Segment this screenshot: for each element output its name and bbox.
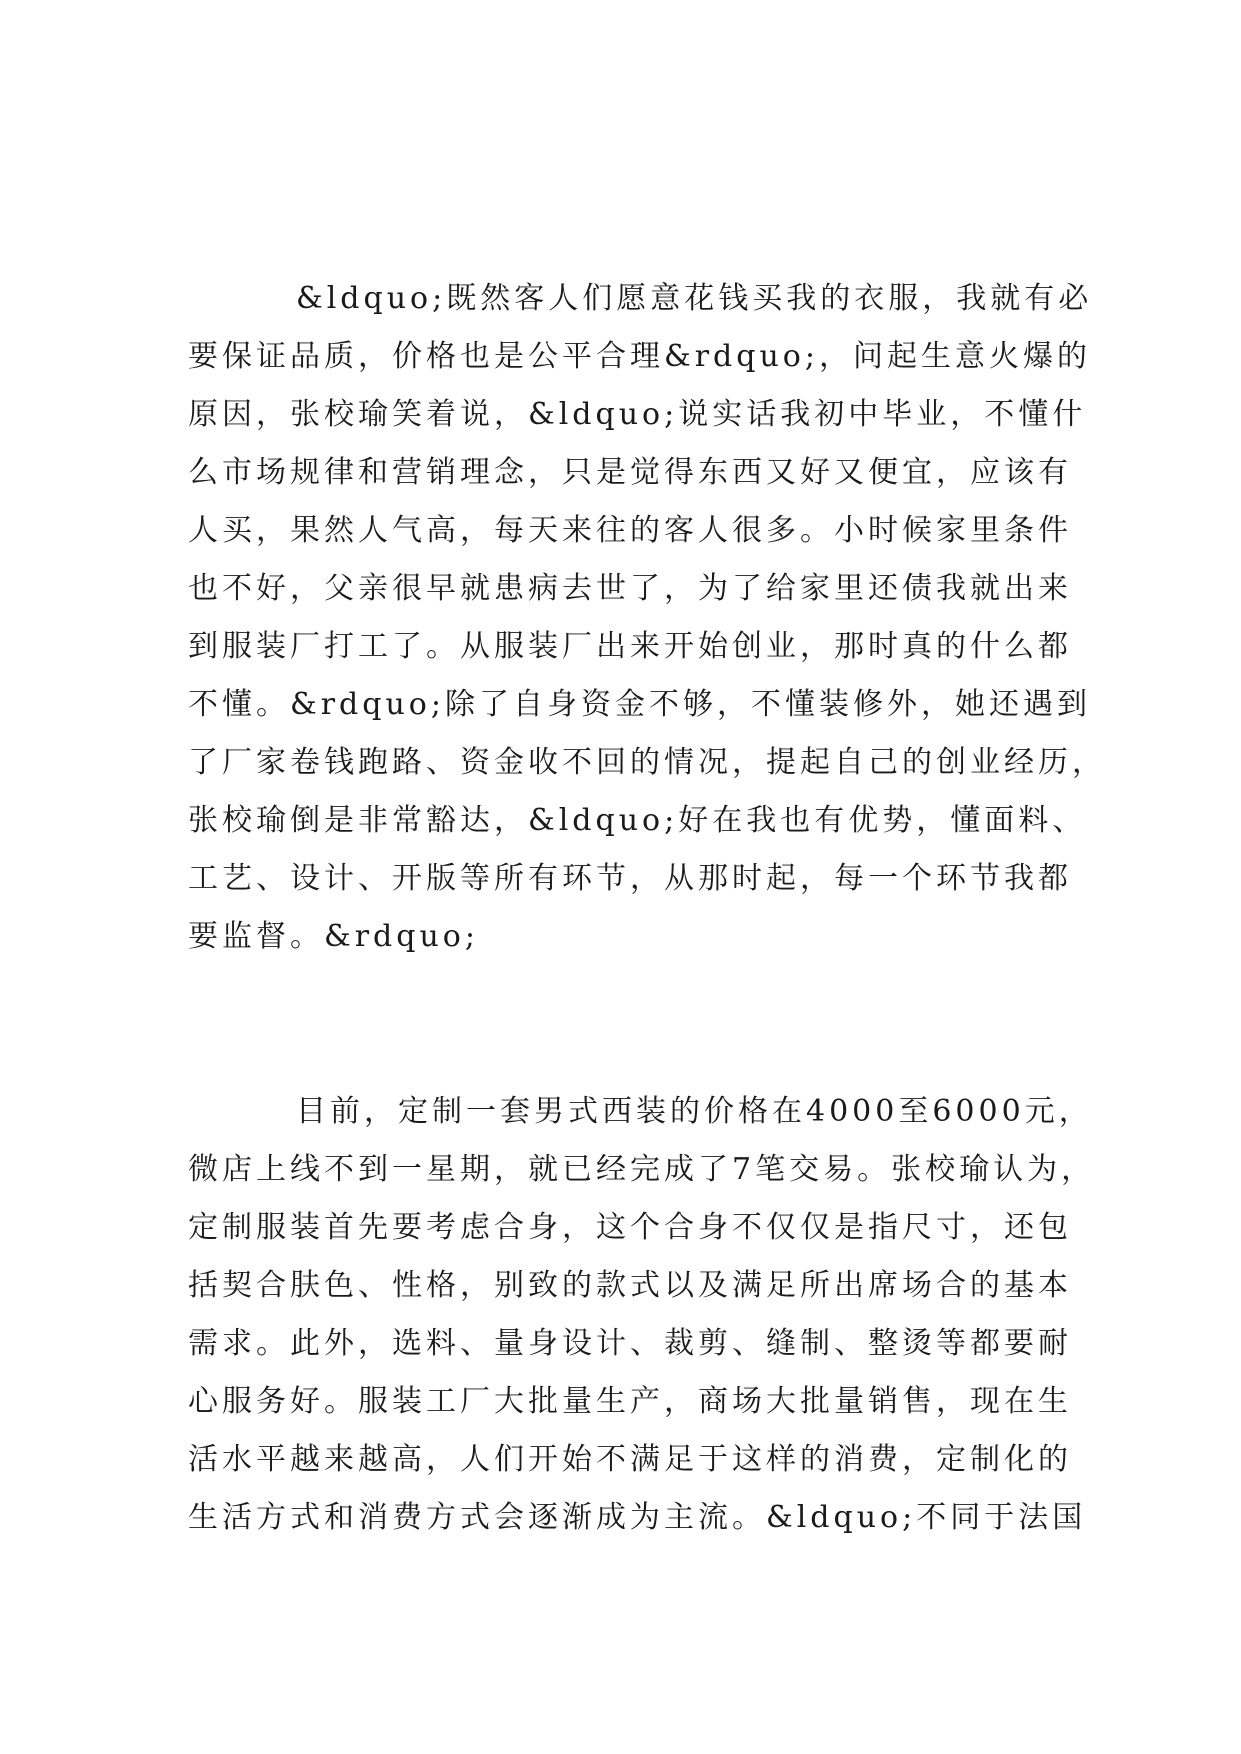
paragraph-line: 需求。此外，选料、量身设计、裁剪、缝制、整烫等都要耐 <box>188 1326 1072 1361</box>
paragraph-line: 工艺、设计、开版等所有环节，从那时起，每一个环节我都 <box>188 861 1072 896</box>
paragraph-line: 也不好，父亲很早就患病去世了，为了给家里还债我就出来 <box>188 571 1072 606</box>
paragraph-line: &ldquo;既然客人们愿意花钱买我的衣服，我就有必 <box>296 281 1093 316</box>
paragraph-line: 活水平越来越高，人们开始不满足于这样的消费，定制化的 <box>188 1442 1072 1477</box>
paragraph-2 <box>188 1083 1096 1547</box>
paragraph-line: 定制服装首先要考虑合身，这个合身不仅仅是指尺寸，还包 <box>188 1210 1072 1245</box>
paragraph-line: 不懂。&rdquo;除了自身资金不够，不懂装修外，她还遇到 <box>188 687 1091 722</box>
paragraph-line: 张校瑜倒是非常豁达，&ldquo;好在我也有优势，懂面料、 <box>188 803 1087 838</box>
paragraph-line: 括契合肤色、性格，别致的款式以及满足所出席场合的基本 <box>188 1268 1072 1303</box>
paragraph-line: 要保证品质，价格也是公平合理&rdquo;，问起生意火爆的 <box>188 339 1091 374</box>
paragraph-line: 了厂家卷钱跑路、资金收不回的情况，提起自己的创业经历， <box>188 745 1106 780</box>
paragraph-line: 人买，果然人气高，每天来往的客人很多。小时候家里条件 <box>188 513 1072 548</box>
paragraph-1 <box>188 270 1106 966</box>
paragraph-line: 要监督。&rdquo; <box>188 919 479 954</box>
paragraph-line: 目前，定制一套男式西装的价格在4000至6000元， <box>296 1094 1093 1129</box>
paragraph-line: 微店上线不到一星期，就已经完成了7笔交易。张校瑜认为， <box>188 1152 1096 1187</box>
paragraph-line: 原因，张校瑜笑着说，&ldquo;说实话我初中毕业，不懂什 <box>188 397 1087 432</box>
paragraph-line: 心服务好。服装工厂大批量生产，商场大批量销售，现在生 <box>188 1384 1072 1419</box>
paragraph-line: 么市场规律和营销理念，只是觉得东西又好又便宜，应该有 <box>188 455 1072 490</box>
paragraph-line: 生活方式和消费方式会逐渐成为主流。&ldquo;不同于法国 <box>188 1500 1087 1535</box>
paragraph-line: 到服装厂打工了。从服装厂出来开始创业，那时真的什么都 <box>188 629 1072 664</box>
